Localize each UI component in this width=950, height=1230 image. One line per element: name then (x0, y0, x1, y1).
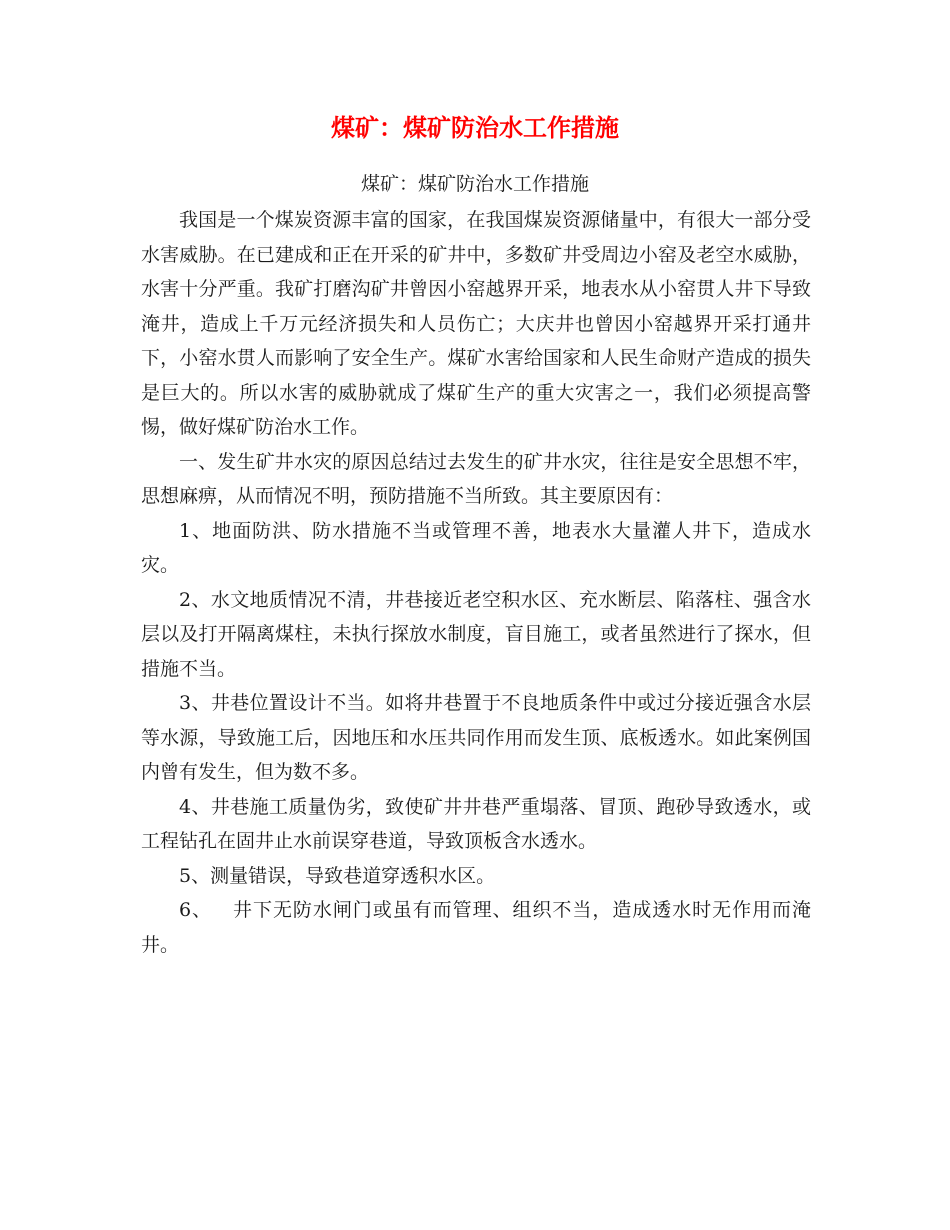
paragraph-cause-5: 5、测量错误，导致巷道穿透积水区。 (179, 864, 496, 887)
document-body (141, 203, 811, 962)
document-title: 煤矿：煤矿防治水工作措施 (331, 113, 619, 142)
paragraph-cause-3: 3、井巷位置设计不当。如将井巷置于不良地质条件中或过分接近强含水层等水源，导致施工后，因地压和水压共同作用而发生顶、底板透水。如此案例国内曾有发生，但为数不多。 (141, 692, 811, 783)
paragraph-cause-2: 2、水文地质情况不清，井巷接近老空积水区、充水断层、陷落柱、强含水层以及打开隔离煤柱，未执行探放水制度，盲目施工，或者虽然进行了探水，但措施不当。 (141, 588, 811, 680)
paragraph-cause-1: 1、地面防洪、防水措施不当或管理不善，地表水大量灌人井下，造成水灾。 (141, 519, 811, 576)
document-subtitle: 煤矿：煤矿防治水工作措施 (360, 173, 589, 195)
paragraph-section-causes: 一、发生矿井水灾的原因总结过去发生的矿井水灾，往往是安全思想不牢，思想麻痹，从而情况不明，预防措施不当所致。其主要原因有： (141, 450, 811, 507)
paragraph-cause-6: 6、 井下无防水闸门或虽有而管理、组织不当，造成透水时无作用而淹井。 (141, 899, 811, 956)
paragraph-cause-4: 4、井巷施工质量伪劣，致使矿井井巷严重塌落、冒顶、跑砂导致透水，或工程钻孔在固井止水前误穿巷道，导致顶板含水透水。 (141, 795, 811, 852)
paragraph-intro: 我国是一个煤炭资源丰富的国家，在我国煤炭资源储量中，有很大一部分受水害威胁。在已建成和正在开采的矿井中，多数矿井受周边小窑及老空水威胁，水害十分严重。我矿打磨沟矿井曾因小窑越界开采，地表水从小窑贯人井下导致淹井，造成上千万元经济损失和人员伤亡；大庆井也曾因小窑越界开采打通井下，小窑水贯人而影响了安全生产。煤矿水害给国家和人民生命财产造成的损失是巨大的。所以水害的威胁就成了煤矿生产的重大灾害之一，我们必须提高警惕，做好煤矿防治水工作。 (141, 209, 811, 438)
